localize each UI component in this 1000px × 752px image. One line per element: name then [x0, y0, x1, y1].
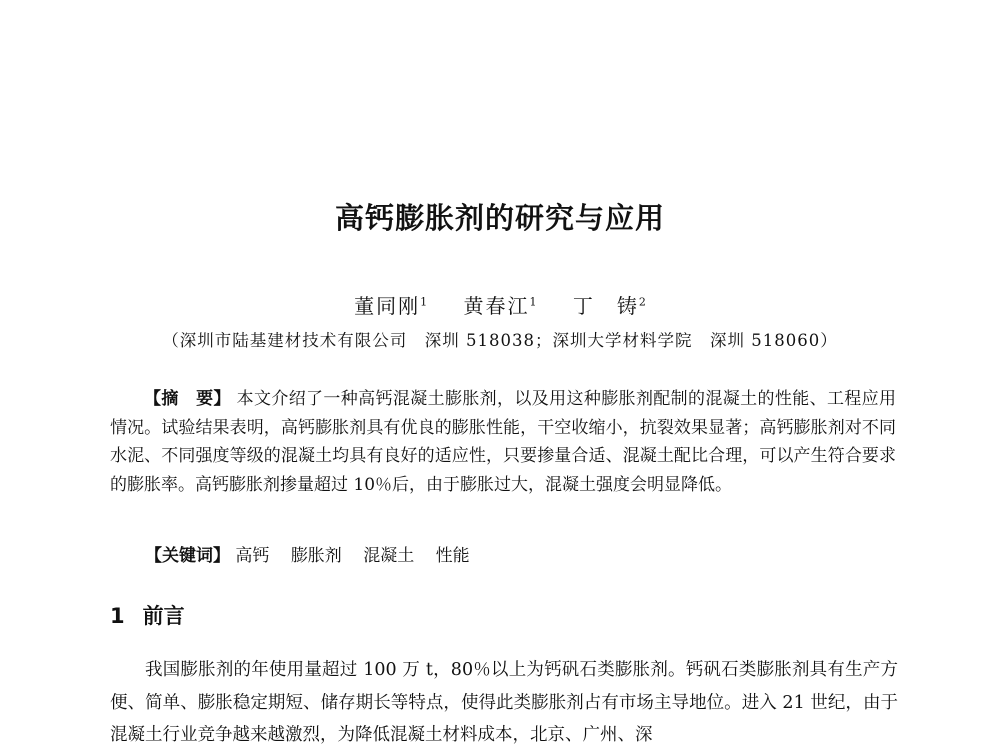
section-heading: [110, 600, 185, 630]
section-number: 1: [110, 604, 125, 628]
author-name: 董同刚: [354, 294, 421, 318]
keywords: [145, 541, 486, 566]
author: [464, 294, 537, 318]
author-name: 丁 铸: [572, 294, 639, 318]
author-list: [0, 290, 1000, 319]
author: [573, 294, 646, 318]
section-title: 前言: [142, 604, 185, 628]
affiliation: （深圳市陆基建材技术有限公司 深圳 518038；深圳大学材料学院 深圳 518060）: [162, 331, 838, 350]
abstract: [110, 385, 896, 500]
keyword: 性能: [435, 546, 470, 566]
abstract-label: 【摘 要】: [144, 389, 231, 409]
keywords-label: 【关键词】: [145, 546, 230, 566]
body-paragraph: 我国膨胀剂的年使用量超过 100 万 t，80％以上为钙矾石类膨胀剂。钙矾石类膨胀剂具有生产方便、简单、膨胀稳定期短、储存期长等特点，使得此类膨胀剂占有市场主导地位。进入 21 世纪，由于混凝土行业竞争越来越激烈，为降低混凝土材料成本，北京、广州、深: [110, 660, 898, 745]
author: [354, 294, 427, 318]
keyword: 膨胀剂: [290, 546, 342, 566]
keyword: 混凝土: [363, 546, 415, 566]
author-name: 黄春江: [463, 294, 530, 318]
author-affiliation-mark: 1: [420, 295, 428, 309]
paper-title: 高钙膨胀剂的研究与应用: [334, 201, 665, 235]
keyword: 高钙: [235, 546, 270, 566]
abstract-text: 本文介绍了一种高钙混凝土膨胀剂，以及用这种膨胀剂配制的混凝土的性能、工程应用情况。试验结果表明，高钙膨胀剂具有优良的膨胀性能，干空收缩小，抗裂效果显著；高钙膨胀剂对不同水泥、不同强度等级的混凝土均具有良好的适应性，只要掺量合适、混凝土配比合理，可以产生符合要求的膨胀率。高钙膨胀剂掺量超过 10％后，由于膨胀过大，混凝土强度会明显降低。: [110, 389, 897, 496]
author-affiliation-mark: 2: [638, 295, 646, 309]
author-affiliation-mark: 1: [529, 295, 537, 309]
